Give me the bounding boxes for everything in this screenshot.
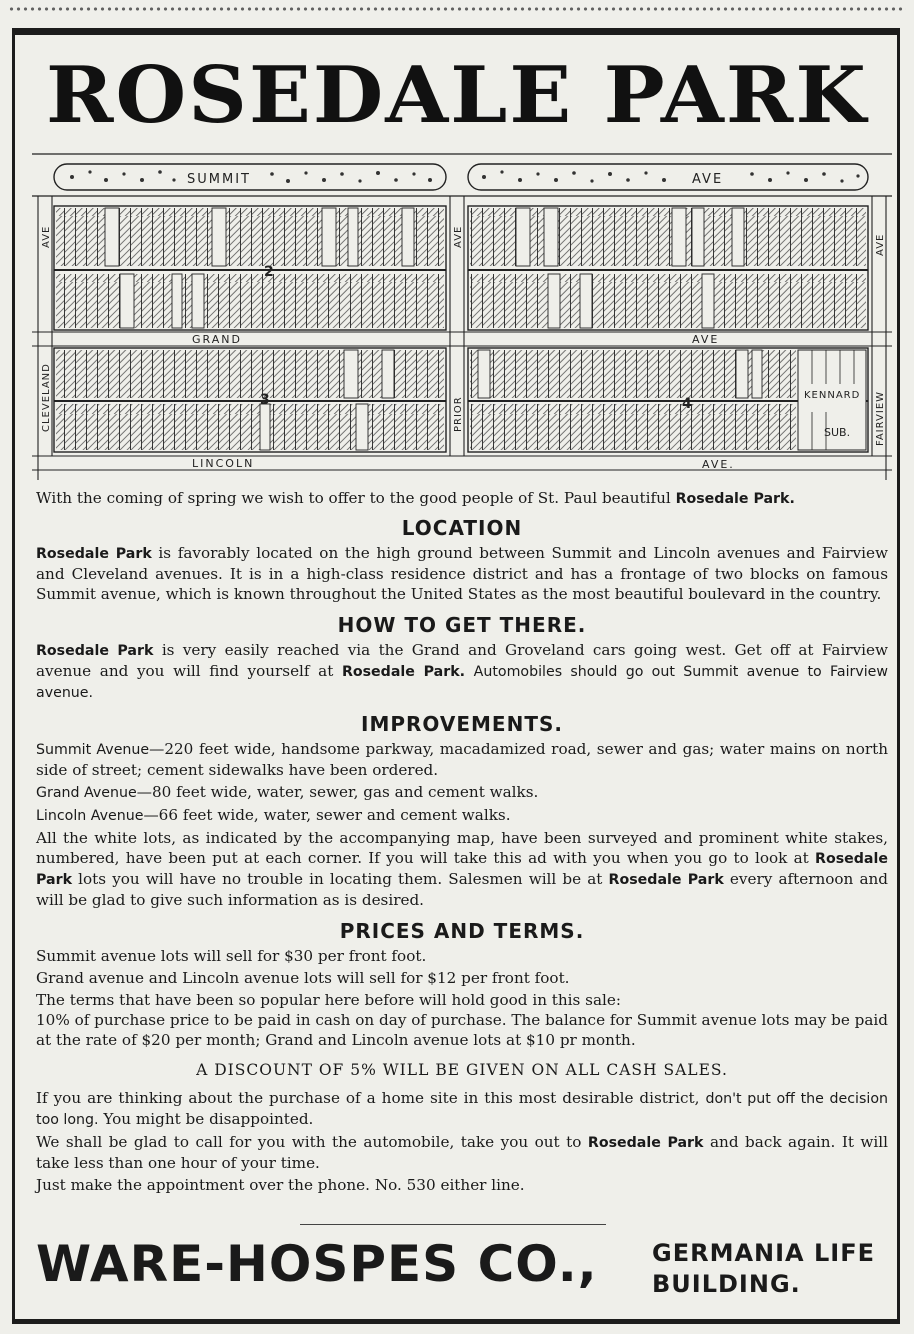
directions-text-1: is very easily reached via the Grand and Groveland cars going west. Get off at Fairview avenue and you will find yourself at [36,641,888,680]
summit-text: —220 feet wide, handsome parkway, macadamized road, sewer and gas; water mains on north side of street; cement sidewalks have been ordered. [36,740,888,779]
directions-paragraph [36,640,888,703]
kennard-label: KENNARD [804,390,861,401]
white-lots-name-b: Rosedale Park [608,872,724,888]
sub-label: SUB. [824,426,851,439]
prices-line-1: Summit avenue lots will sell for $30 per front foot. [36,947,427,965]
street-label-cleveland-ave-top: AVE [41,225,52,248]
heading-improvements: IMPROVEMENTS. [361,712,563,736]
street-label-fairview-ave: AVE [875,233,886,256]
block-number-2: 2 [264,264,274,280]
improvement-grand [36,782,888,803]
directions-text-2: Automobiles should go out Summit avenue to Fairview avenue. [36,664,889,701]
street-label-lincoln: LINCOLN [192,457,255,470]
directions-name: Rosedale Park [36,643,154,659]
street-label-grand-ave: AVE [692,333,720,346]
improvement-lincoln [36,805,888,826]
ad-title: ROSEDALE PARK [46,50,868,141]
street-label-summit-ave: AVE [692,172,724,187]
improvement-summit [36,739,888,780]
plat-map-svg [32,150,892,480]
top-ornament-border [8,4,906,16]
heading-location: LOCATION [401,516,523,540]
location-name: Rosedale Park [36,546,152,562]
company-location-line-1: GERMANIA LIFE [652,1239,875,1267]
street-label-cleveland: CLEVELAND [41,363,52,432]
street-label-fairview: FAIRVIEW [875,390,886,446]
intro-text: With the coming of spring we wish to offer to the good people of St. Paul beautiful [36,489,671,507]
white-lots-text-c: every afternoon and will be glad to give such information as is desired. [36,870,889,909]
lincoln-text: —66 feet wide, water, sewer and cement walks. [143,806,511,824]
prices-line-4: 10% of purchase price to be paid in cash on day of purchase. The balance for Summit avenue lots may be paid at the rate of $20 per month; Grand and Lincoln avenue lots at $10 pr month. [36,1011,888,1049]
ad-body [36,488,888,1195]
company-location [652,1238,892,1308]
street-label-prior: PRIOR [453,396,464,432]
lincoln-label: Lincoln Avenue [36,808,144,824]
street-label-prior-ave: AVE [453,225,464,248]
street-label-grand: GRAND [192,333,242,346]
closing-2-text-b: and back again. It will take less than one hour of your time. [36,1133,889,1172]
summit-parkway-east [468,164,868,190]
intro-paragraph [36,488,888,509]
closing-paragraph-3: Just make the appointment over the phone. No. 530 either line. [36,1176,525,1194]
white-lots-text-b: lots you will have no trouble in locating them. Salesmen will be at [78,870,603,888]
discount-notice: A DISCOUNT OF 5% WILL BE GIVEN ON ALL CASH SALES. [196,1061,728,1079]
plat-map [32,150,892,480]
block-number-4: 4 [682,396,692,412]
heading-directions: HOW TO GET THERE. [337,613,587,637]
closing-1-text-b: don't put off the decision too long. [36,1091,889,1128]
closing-paragraph-2 [36,1132,888,1173]
company-location-line-2: BUILDING. [652,1270,801,1298]
company-name: WARE-HOSPES CO., [36,1235,598,1293]
directions-name-2: Rosedale Park. [341,664,466,680]
white-lots-paragraph [36,828,888,910]
closing-2-text-a: We shall be glad to call for you with the automobile, take you out to [36,1133,582,1151]
prices-line-3: The terms that have been so popular here before will hold good in this sale: [36,991,621,1009]
heading-prices: PRICES AND TERMS. [339,919,585,943]
grand-label: Grand Avenue [36,785,137,801]
white-lots-text-a: All the white lots, as indicated by the accompanying map, have been surveyed and prominent white stakes, numbered, have been put at each corner. If you will take this ad with you when you go to look at [36,829,888,867]
closing-1-text-a: If you are thinking about the purchase of a home site in this most desirable district, [36,1089,700,1107]
grand-text: —80 feet wide, water, sewer, gas and cement walks. [136,783,539,801]
closing-paragraph-1 [36,1088,888,1130]
footer-divider [300,1224,606,1225]
closing-2-name: Rosedale Park [587,1135,704,1151]
street-label-lincoln-ave: AVE. [702,458,735,471]
street-label-summit: SUMMIT [187,172,251,187]
summit-label: Summit Avenue [36,742,150,758]
intro-name: Rosedale Park. [675,491,795,507]
white-lots-name-a: Rosedale Park [36,851,888,888]
prices-line-2: Grand avenue and Lincoln avenue lots will sell for $12 per front foot. [36,969,570,987]
block-number-3: 3 [260,392,270,408]
location-paragraph [36,543,888,604]
closing-1-text-c: You might be disappointed. [103,1110,314,1128]
location-text: is favorably located on the high ground between Summit and Lincoln avenues and Fairview and Cleveland avenues. It is in a high-class residence district and has a frontage of two blocks on famous Summit avenue, which is known throughout the United States as the most beautiful boulevard in the country. [36,544,888,603]
